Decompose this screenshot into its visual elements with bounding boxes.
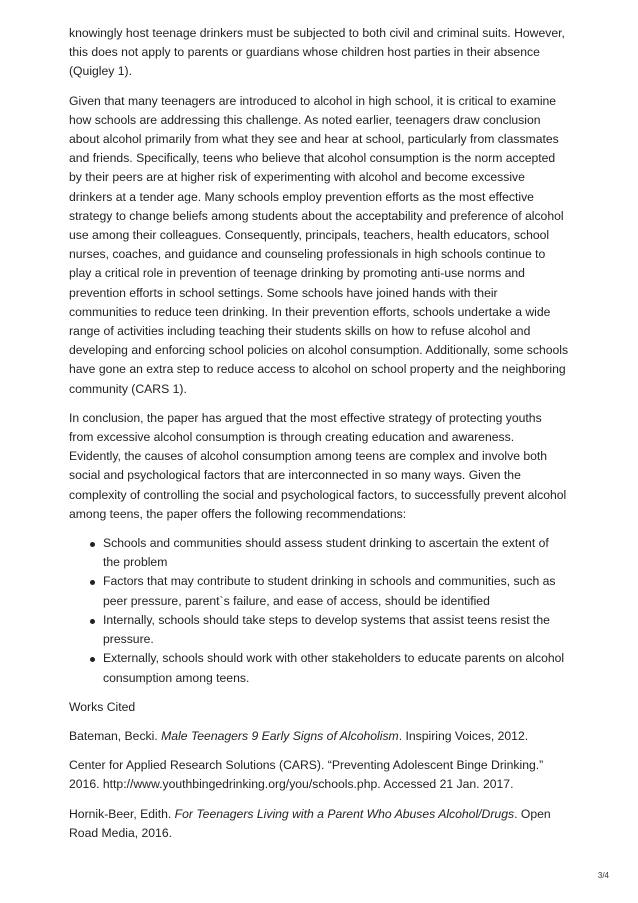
list-item xyxy=(69,649,569,687)
page-number: 3/4 xyxy=(597,871,609,880)
bullet-icon xyxy=(90,542,95,547)
list-item xyxy=(69,534,569,572)
paragraph-parental-liability: knowingly host teenage drinkers must be subjected to both civil and criminal suits. However, this does not apply to parents or guardians whose children host parties in their absence (Quigley 1). xyxy=(69,26,565,79)
paragraph-conclusion: In conclusion, the paper has argued that the most effective strategy of protecting youths from excessive alcohol consumption is through creating education and awareness. Evidently, the causes of alcohol consumption among teens are complex and involve both social and psychological factors that are interconnected in so many ways. Given the complexity of controlling the social and psychological factors, to successfully prevent alcohol among teens, the paper offers the following recommendations: xyxy=(69,410,567,521)
bullet-icon xyxy=(90,657,95,662)
list-item xyxy=(69,611,569,649)
recommendations-list xyxy=(69,534,569,688)
list-item-text: Factors that may contribute to student drinking in schools and communities, such as peer pressure, parent`s failure, and ease of access, should be identified xyxy=(103,574,556,608)
citation-text: Hornik-Beer, Edith. xyxy=(69,806,175,821)
list-item-text: Externally, schools should work with other stakeholders to educate parents on alcohol consumption among teens. xyxy=(103,651,565,685)
citation-cars xyxy=(69,756,569,794)
citation-text: Bateman, Becki. xyxy=(69,728,162,743)
citation-text: . Inspiring Voices, 2012. xyxy=(398,728,529,743)
bullet-icon xyxy=(90,619,95,624)
citation-text: . Open Road Media, 2016. xyxy=(69,806,551,840)
citation-title: Male Teenagers 9 Early Signs of Alcoholism xyxy=(161,728,399,743)
paragraph-school-prevention: Given that many teenagers are introduced to alcohol in high school, it is critical to examine how schools are addressing this challenge. As noted earlier, teenagers draw conclusion about alcohol primarily from what they see and hear at school, particularly from classmates and friends. Specifically, teens who believe that alcohol consumption is the norm accepted by their peers are at higher risk of experimenting with alcohol and become excessive drinkers at a tender age. Many schools employ prevention efforts as the most effective strategy to change beliefs among students about the acceptability and preference of alcohol use among their colleagues. Consequently, principals, teachers, health educators, school nurses, coaches, and guidance and counseling professionals in high schools continue to play a critical role in prevention of teenage drinking by promoting anti-use norms and prevention efforts in school settings. Some schools have joined hands with their communities to reduce teen drinking. In their prevention efforts, schools undertake a wide range of activities including teaching their students skills on how to refuse alcohol and developing and enforcing school policies on alcohol consumption. Additionally, some schools have gone an extra step to reduce access to alcohol on school property and the neighboring community (CARS 1). xyxy=(69,93,569,396)
citation-text: Center for Applied Research Solutions (CARS). “Preventing Adolescent Binge Drinking.” 2016. http://www.youthbingedrinking.org/you/schools.php. Accessed 21 Jan. 2017. xyxy=(69,758,544,792)
citation-hornik-beer xyxy=(69,805,569,843)
list-item-text: Schools and communities should assess student drinking to ascertain the extent of the problem xyxy=(103,536,549,570)
document-page xyxy=(69,24,569,853)
bullet-icon xyxy=(90,580,95,585)
citation-title: For Teenagers Living with a Parent Who Abuses Alcohol/Drugs xyxy=(174,806,515,821)
list-item xyxy=(69,572,569,610)
list-item-text: Internally, schools should take steps to develop systems that assist teens resist the pressure. xyxy=(103,612,550,647)
works-cited-heading: Works Cited xyxy=(69,699,136,714)
citation-bateman xyxy=(69,727,569,746)
